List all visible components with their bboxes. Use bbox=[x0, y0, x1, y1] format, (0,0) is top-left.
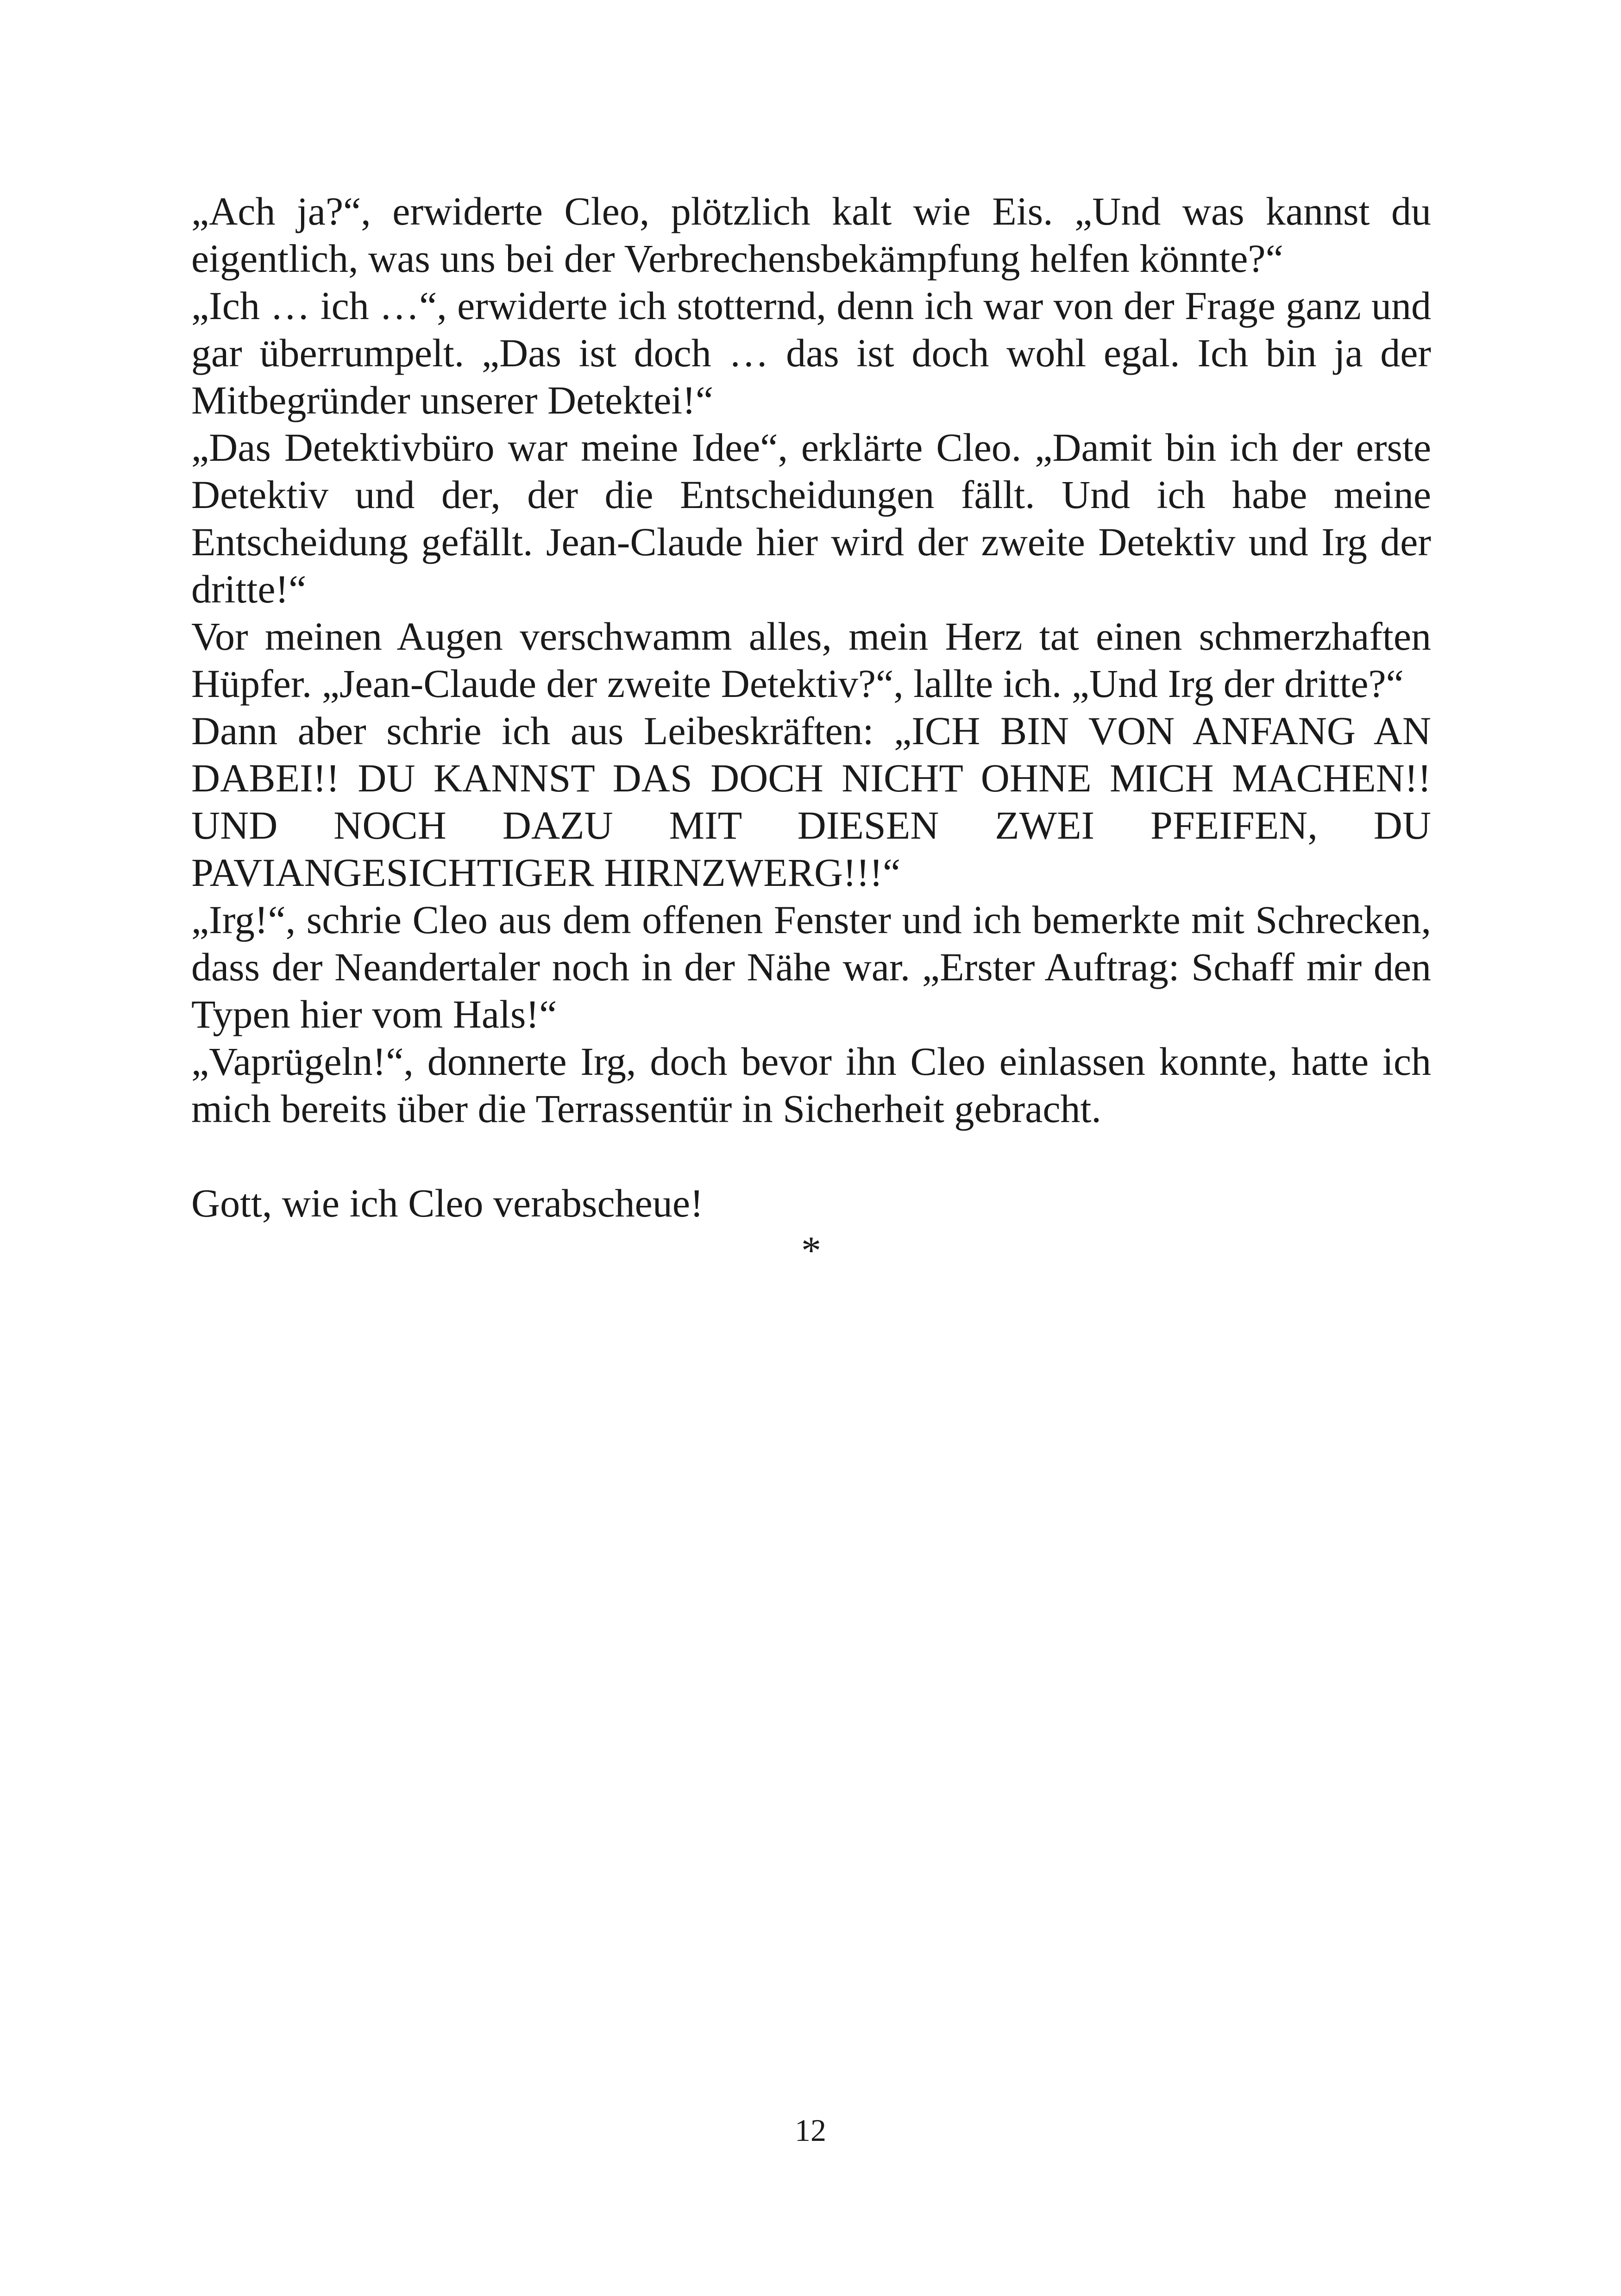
paragraph: „Das Detektivbüro war meine Idee“, erklärte Cleo. „Damit bin ich der erste Detektiv und der, der die Entscheidungen fällt. Und ich habe meine Entscheidung gefällt. Jean-Claude hier wird der zweite Detektiv und Irg der dritte!“ bbox=[191, 425, 1431, 611]
paragraph: Dann aber schrie ich aus Leibeskräften: „ICH BIN VON ANFANG AN DABEI!! DU KANNST DAS DOCH NICHT OHNE MICH MACHEN!! UND NOCH DAZU MIT DIESEN ZWEI PFEIFEN, DU PAVIANGESICHTIGER HIRNZWERG!!!“ bbox=[191, 709, 1431, 895]
paragraph: Vor meinen Augen verschwamm alles, mein Herz tat einen schmerzhaften Hüpfer. „Jean-Claude der zweite Detektiv?“, lallte ich. „Und Irg der dritte?“ bbox=[191, 614, 1431, 706]
page-number: 12 bbox=[795, 2113, 826, 2148]
body-text bbox=[191, 188, 1431, 1274]
paragraph: „Ach ja?“, erwiderte Cleo, plötzlich kalt wie Eis. „Und was kannst du eigentlich, was uns bei der Verbrechensbekämpfung helfen könnte?“ bbox=[191, 189, 1431, 281]
paragraph-spacer bbox=[191, 1132, 1431, 1179]
paragraph: „Ich … ich …“, erwiderte ich stotternd, denn ich war von der Frage ganz und gar überrumpelt. „Das ist doch … das ist doch wohl egal. Ich bin ja der Mitbegründer unserer Detektei!“ bbox=[191, 283, 1431, 422]
closing-line: Gott, wie ich Cleo verabscheue! bbox=[191, 1181, 704, 1225]
paragraph: „Irg!“, schrie Cleo aus dem offenen Fenster und ich bemerkte mit Schrecken, dass der Neandertaler noch in der Nähe war. „Erster Auftrag: Schaff mir den Typen hier vom Hals!“ bbox=[191, 897, 1431, 1036]
paragraph: „Vaprügeln!“, donnerte Irg, doch bevor ihn Cleo einlassen konnte, hatte ich mich bereits über die Terrassentür in Sicherheit gebracht. bbox=[191, 1039, 1431, 1131]
section-separator: * bbox=[801, 1228, 821, 1273]
